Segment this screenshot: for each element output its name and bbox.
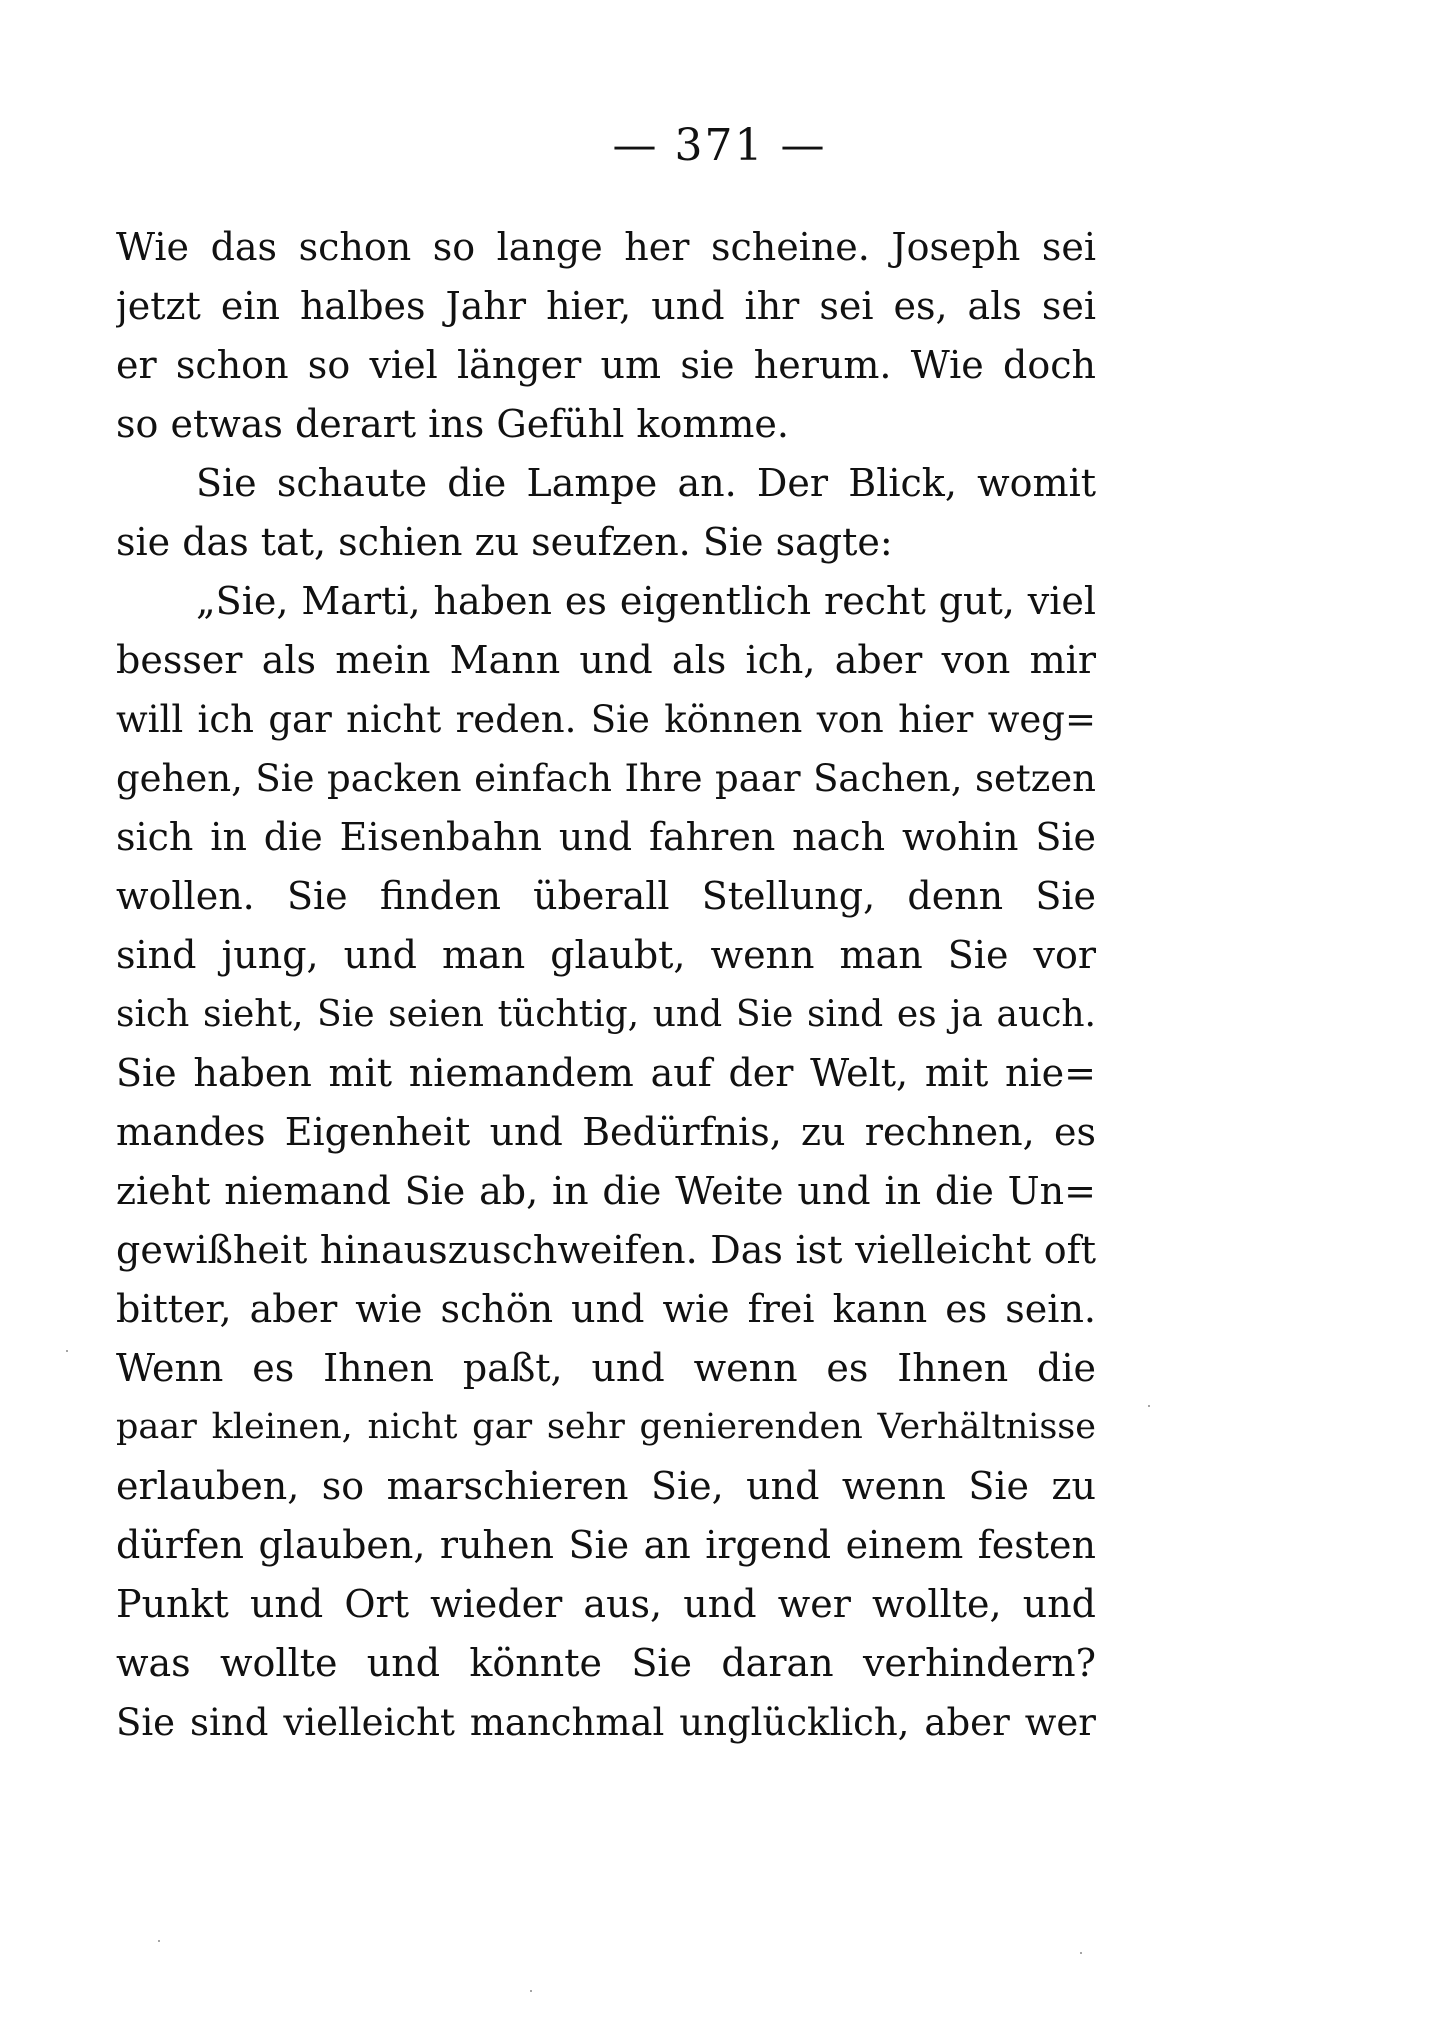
- text-line: gehen, Sie packen einfach Ihre paar Sachen, setzen: [116, 757, 1096, 800]
- text-line: jetzt ein halbes Jahr hier, und ihr sei es, als sei: [116, 284, 1096, 328]
- text-line: sich sieht, Sie seien tüchtig, und Sie sind es ja auch.: [116, 994, 1096, 1035]
- text-line: was wollte und könnte Sie daran verhindern?: [116, 1641, 1096, 1685]
- text-line: Sie haben mit niemandem auf der Welt, mit nie=: [116, 1051, 1096, 1095]
- text-line: mandes Eigenheit und Bedürfnis, zu rechnen, es: [116, 1110, 1096, 1154]
- text-line: besser als mein Mann und als ich, aber von mir: [116, 638, 1096, 682]
- body-text: [116, 218, 1096, 1752]
- text-line: erlauben, so marschieren Sie, und wenn Sie zu: [116, 1464, 1096, 1508]
- page-number-header: — 371 —: [612, 120, 827, 171]
- text-line: er schon so viel länger um sie herum. Wie doch: [116, 343, 1096, 387]
- text-line: so etwas derart ins Gefühl komme.: [116, 402, 789, 446]
- text-line: gewißheit hinauszuschweifen. Das ist vielleicht oft: [116, 1228, 1096, 1272]
- text-line: sich in die Eisenbahn und fahren nach wohin Sie: [116, 815, 1096, 859]
- text-line: Wenn es Ihnen paßt, und wenn es Ihnen die: [116, 1346, 1096, 1390]
- paper-speck: [158, 1940, 160, 1942]
- paper-speck: [530, 1990, 532, 1992]
- paper-speck: [66, 1350, 68, 1352]
- text-line: Sie schaute die Lampe an. Der Blick, womit: [196, 461, 1096, 505]
- paper-speck: [1080, 1952, 1082, 1954]
- text-line: will ich gar nicht reden. Sie können von hier weg=: [116, 698, 1096, 741]
- paper-speck: [1148, 1405, 1150, 1407]
- text-line: dürfen glauben, ruhen Sie an irgend einem festen: [116, 1523, 1096, 1567]
- text-line: Wie das schon so lange her scheine. Joseph sei: [116, 225, 1096, 269]
- text-line: sie das tat, schien zu seufzen. Sie sagte:: [116, 520, 893, 564]
- text-line: Sie sind vielleicht manchmal unglücklich, aber wer: [116, 1701, 1096, 1744]
- text-line: paar kleinen, nicht gar sehr genierenden Verhältnisse: [116, 1407, 1096, 1447]
- text-line: bitter, aber wie schön und wie frei kann es sein.: [116, 1287, 1096, 1331]
- text-line: sind jung, und man glaubt, wenn man Sie vor: [116, 933, 1096, 977]
- text-line: zieht niemand Sie ab, in die Weite und in die Un=: [116, 1169, 1096, 1213]
- text-line: Punkt und Ort wieder aus, und wer wollte, und: [116, 1582, 1096, 1626]
- text-line: „Sie, Marti, haben es eigentlich recht gut, viel: [196, 579, 1096, 623]
- text-line: wollen. Sie finden überall Stellung, denn Sie: [116, 874, 1096, 918]
